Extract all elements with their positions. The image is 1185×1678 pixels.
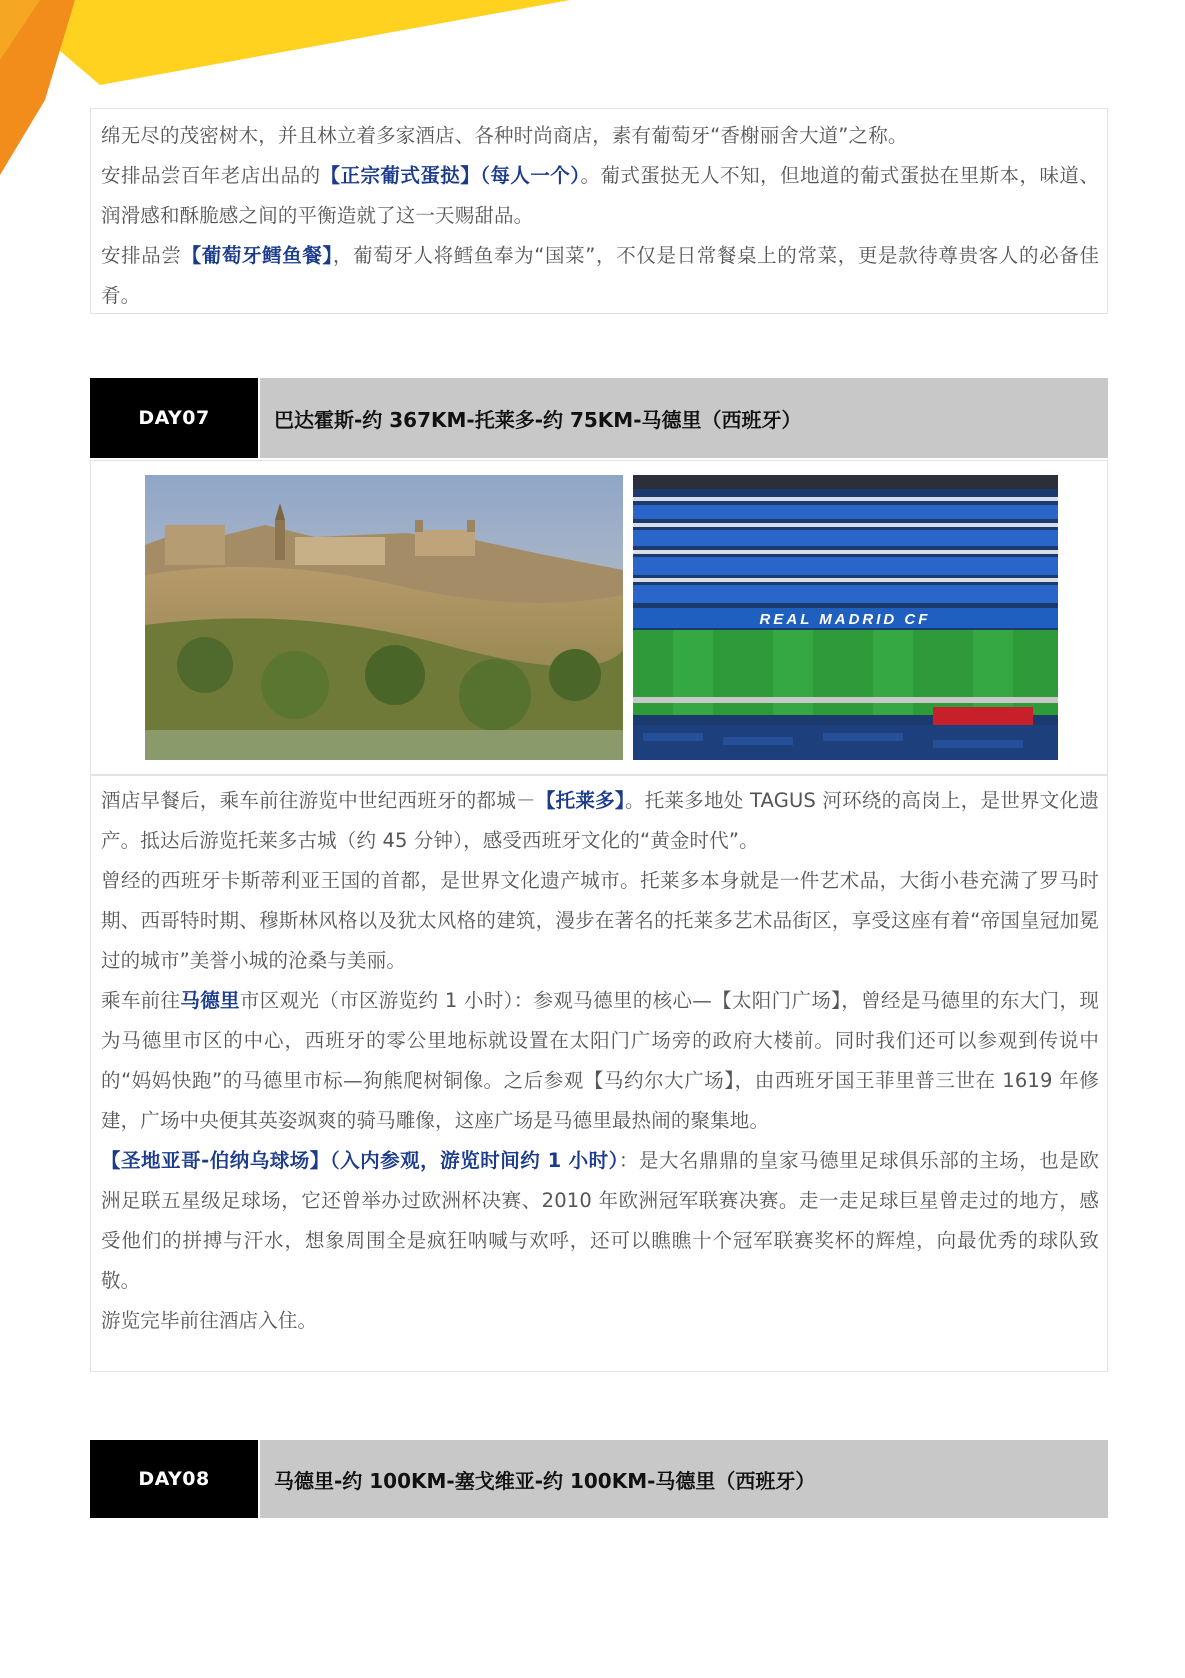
toledo-highlight: 【托莱多】 (535, 789, 625, 812)
intro-line-1: 绵无尽的茂密树木，并且林立着多家酒店、各种时尚商店，素有葡萄牙“香榭丽舍大道”之称。 (101, 124, 908, 147)
stadium-photo (633, 475, 1058, 760)
day07-ending: 游览完毕前往酒店入住。 (101, 1309, 318, 1332)
day07-text (101, 781, 1099, 1341)
toledo-detail-paragraph: 曾经的西班牙卡斯蒂利亚王国的首都，是世界文化遗产城市。托莱多本身就是一件艺术品，大街小巷充满了罗马时期、西哥特时期、穆斯林风格以及犹太风格的建筑，漫步在著名的托莱多艺术品街区，享受这座有着“帝国皇冠加冕过的城市”美誉小城的沧桑与美丽。 (101, 869, 1099, 972)
day07-header (90, 378, 1108, 458)
day07-tag: DAY07 (90, 378, 258, 458)
stadium-paragraph: 【圣地亚哥-伯纳乌球场】（入内参观，游览时间约 1 小时）：是大名鼎鼎的皇家马德里足球俱乐部的主场，也是欧洲足联五星级足球场，它还曾举办过欧洲杯决赛、2010 年欧洲冠军联赛决赛。走一走足球巨星曾走过的地方，感受他们的拼搏与汗水，想象周围全是疯狂呐喊与欢呼，还可以瞧瞧十个冠军联赛奖杯的辉煌，向最优秀的球队致敬。 (101, 1149, 1099, 1292)
toledo-photo (145, 475, 623, 760)
stadium-seat-lettering: REAL MADRID CF (759, 611, 931, 628)
cod-meal-paragraph: 安排品尝【葡萄牙鳕鱼餐】，葡萄牙人将鳕鱼奉为“国菜”，不仅是日常餐桌上的常菜，更是款待尊贵客人的必备佳肴。 (101, 244, 1100, 307)
day07-title: 巴达霍斯-约 367KM-托莱多-约 75KM-马德里（西班牙） (260, 378, 1108, 458)
egg-tart-highlight: 【正宗葡式蛋挞】（每人一个） (320, 164, 581, 187)
stadium-highlight: 【圣地亚哥-伯纳乌球场】（入内参观，游览时间约 1 小时） (101, 1149, 619, 1172)
intro-text (101, 116, 1099, 316)
day08-title: 马德里-约 100KM-塞戈维亚-约 100KM-马德里（西班牙） (260, 1440, 1108, 1518)
madrid-highlight: 马德里 (180, 989, 240, 1012)
day08-header (90, 1440, 1108, 1518)
cod-meal-highlight: 【葡萄牙鳕鱼餐】 (181, 244, 333, 267)
madrid-paragraph: 乘车前往马德里市区观光（市区游览约 1 小时）：参观马德里的核心—【太阳门广场】，曾经是马德里的东大门，现为马德里市区的中心，西班牙的零公里地标就设置在太阳门广场旁的政府大楼前。同时我们还可以参观到传说中的“妈妈快跑”的马德里市标—狗熊爬树铜像。之后参观【马约尔大广场】，由西班牙国王菲里普三世在 1619 年修建，广场中央便其英姿飒爽的骑马雕像，这座广场是马德里最热闹的聚集地。 (101, 989, 1099, 1132)
day08-tag: DAY08 (90, 1440, 258, 1518)
egg-tart-paragraph: 安排品尝百年老店出品的【正宗葡式蛋挞】（每人一个）。葡式蛋挞无人不知，但地道的葡式蛋挞在里斯本，味道、润滑感和酥脆感之间的平衡造就了这一天赐甜品。 (101, 164, 1100, 227)
toledo-paragraph: 酒店早餐后，乘车前往游览中世纪西班牙的都城－【托莱多】。托莱多地处 TAGUS 河环绕的高岗上，是世界文化遗产。抵达后游览托莱多古城（约 45 分钟），感受西班牙文化的“黄金时代”。 (101, 789, 1099, 852)
